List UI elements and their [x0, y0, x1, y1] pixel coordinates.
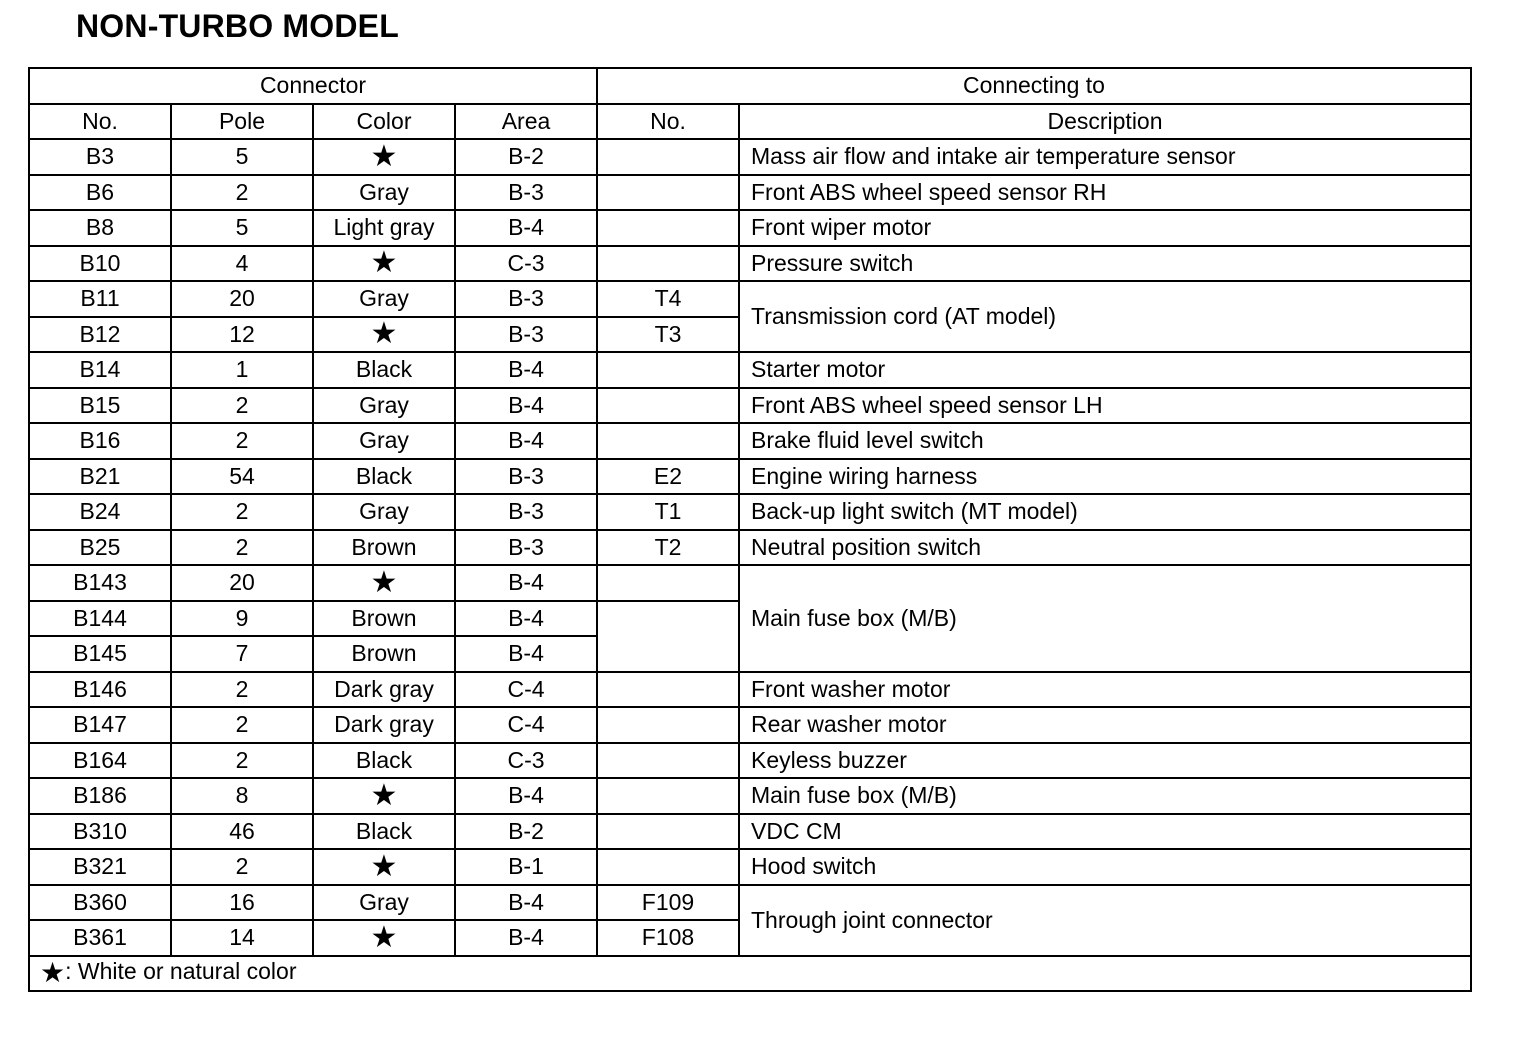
cell-pole: 20 — [171, 565, 313, 601]
cell-pole: 12 — [171, 317, 313, 353]
cell-area: B-3 — [455, 530, 597, 566]
cell-connecting-no — [597, 210, 739, 246]
cell-color: Light gray — [313, 210, 455, 246]
cell-no: B361 — [29, 920, 171, 956]
cell-color: Gray — [313, 388, 455, 424]
cell-description: Front washer motor — [739, 672, 1471, 708]
table-row — [29, 530, 1471, 566]
cell-pole: 2 — [171, 530, 313, 566]
cell-description: Neutral position switch — [739, 530, 1471, 566]
cell-color: Brown — [313, 636, 455, 672]
cell-no: B6 — [29, 175, 171, 211]
cell-pole: 9 — [171, 601, 313, 637]
cell-color — [313, 246, 455, 282]
cell-connecting-no — [597, 778, 739, 814]
cell-color: Black — [313, 814, 455, 850]
cell-area: B-2 — [455, 814, 597, 850]
table-row — [29, 494, 1471, 530]
cell-color: Brown — [313, 530, 455, 566]
cell-no: B15 — [29, 388, 171, 424]
table-row — [29, 849, 1471, 885]
star-icon: ★ — [370, 246, 398, 280]
cell-no: B164 — [29, 743, 171, 779]
connector-table — [28, 67, 1472, 992]
cell-area: B-3 — [455, 281, 597, 317]
cell-connecting-no — [597, 743, 739, 779]
header-connecting-to: Connecting to — [597, 68, 1471, 104]
star-icon: ★ — [370, 849, 398, 883]
cell-color: Gray — [313, 175, 455, 211]
cell-description: Main fuse box (M/B) — [739, 565, 1471, 672]
cell-connecting-no: F109 — [597, 885, 739, 921]
cell-area: B-4 — [455, 210, 597, 246]
cell-connecting-no — [597, 388, 739, 424]
cell-color: Gray — [313, 423, 455, 459]
cell-pole: 2 — [171, 423, 313, 459]
cell-no: B145 — [29, 636, 171, 672]
cell-no: B147 — [29, 707, 171, 743]
cell-area: B-2 — [455, 139, 597, 175]
cell-no: B144 — [29, 601, 171, 637]
cell-pole: 20 — [171, 281, 313, 317]
cell-area: C-4 — [455, 672, 597, 708]
column-header-row — [29, 104, 1471, 140]
cell-pole: 2 — [171, 388, 313, 424]
star-icon: ★ — [370, 920, 398, 954]
cell-color: Gray — [313, 281, 455, 317]
cell-no: B10 — [29, 246, 171, 282]
table-row — [29, 175, 1471, 211]
cell-connecting-no — [597, 814, 739, 850]
cell-connecting-no — [597, 423, 739, 459]
cell-no: B24 — [29, 494, 171, 530]
cell-pole: 2 — [171, 743, 313, 779]
header-area: Area — [455, 104, 597, 140]
cell-no: B25 — [29, 530, 171, 566]
cell-area: B-4 — [455, 601, 597, 637]
cell-connecting-no — [597, 246, 739, 282]
cell-description: VDC CM — [739, 814, 1471, 850]
cell-connecting-no — [597, 707, 739, 743]
cell-color: Black — [313, 743, 455, 779]
cell-pole: 5 — [171, 210, 313, 246]
cell-connecting-no: T1 — [597, 494, 739, 530]
cell-connecting-no — [597, 565, 739, 601]
group-header-row — [29, 68, 1471, 104]
cell-no: B16 — [29, 423, 171, 459]
cell-area: B-4 — [455, 388, 597, 424]
cell-color: Brown — [313, 601, 455, 637]
table-row — [29, 352, 1471, 388]
cell-description: Rear washer motor — [739, 707, 1471, 743]
cell-no: B8 — [29, 210, 171, 246]
table-row — [29, 246, 1471, 282]
cell-connecting-no — [597, 352, 739, 388]
cell-pole: 2 — [171, 849, 313, 885]
footnote-row — [29, 956, 1471, 992]
header-color: Color — [313, 104, 455, 140]
cell-no: B14 — [29, 352, 171, 388]
cell-no: B21 — [29, 459, 171, 495]
cell-pole: 54 — [171, 459, 313, 495]
table-row — [29, 885, 1471, 921]
footnote — [29, 956, 1471, 992]
table-row — [29, 459, 1471, 495]
cell-connecting-no — [597, 139, 739, 175]
cell-area: C-3 — [455, 246, 597, 282]
cell-description: Transmission cord (AT model) — [739, 281, 1471, 352]
cell-area: B-3 — [455, 175, 597, 211]
table-row — [29, 281, 1471, 317]
cell-area: B-4 — [455, 778, 597, 814]
header-pole: Pole — [171, 104, 313, 140]
cell-area: B-4 — [455, 423, 597, 459]
header-connector: Connector — [29, 68, 597, 104]
cell-no: B360 — [29, 885, 171, 921]
cell-description: Front ABS wheel speed sensor RH — [739, 175, 1471, 211]
header-connecting-no: No. — [597, 104, 739, 140]
cell-area: B-1 — [455, 849, 597, 885]
cell-description: Main fuse box (M/B) — [739, 778, 1471, 814]
star-icon: ★ — [370, 317, 398, 351]
cell-pole: 4 — [171, 246, 313, 282]
cell-description: Keyless buzzer — [739, 743, 1471, 779]
cell-description: Pressure switch — [739, 246, 1471, 282]
cell-pole: 16 — [171, 885, 313, 921]
table-row — [29, 743, 1471, 779]
table-row — [29, 814, 1471, 850]
star-icon: ★ — [370, 139, 398, 173]
table-row — [29, 210, 1471, 246]
cell-color — [313, 920, 455, 956]
cell-pole: 2 — [171, 707, 313, 743]
cell-description: Front ABS wheel speed sensor LH — [739, 388, 1471, 424]
star-icon: ★ — [370, 778, 398, 812]
table-row — [29, 423, 1471, 459]
cell-pole: 2 — [171, 494, 313, 530]
footnote-text: : White or natural color — [65, 958, 297, 985]
cell-color: Black — [313, 352, 455, 388]
cell-area: C-4 — [455, 707, 597, 743]
cell-area: B-4 — [455, 565, 597, 601]
table-row — [29, 388, 1471, 424]
cell-color — [313, 778, 455, 814]
cell-no: B143 — [29, 565, 171, 601]
cell-description: Mass air flow and intake air temperature sensor — [739, 139, 1471, 175]
cell-pole: 2 — [171, 672, 313, 708]
table-row — [29, 672, 1471, 708]
cell-description: Hood switch — [739, 849, 1471, 885]
cell-color: Dark gray — [313, 672, 455, 708]
star-icon: ★ — [40, 957, 66, 989]
cell-color — [313, 565, 455, 601]
table-row — [29, 778, 1471, 814]
cell-area: B-4 — [455, 920, 597, 956]
cell-pole: 8 — [171, 778, 313, 814]
cell-description: Engine wiring harness — [739, 459, 1471, 495]
cell-no: B186 — [29, 778, 171, 814]
table-row — [29, 139, 1471, 175]
table-row — [29, 707, 1471, 743]
cell-pole: 46 — [171, 814, 313, 850]
cell-connecting-no: F108 — [597, 920, 739, 956]
cell-no: B3 — [29, 139, 171, 175]
cell-color: Dark gray — [313, 707, 455, 743]
header-no: No. — [29, 104, 171, 140]
cell-description: Through joint connector — [739, 885, 1471, 956]
cell-area: B-4 — [455, 885, 597, 921]
cell-pole: 14 — [171, 920, 313, 956]
cell-area: C-3 — [455, 743, 597, 779]
cell-no: B146 — [29, 672, 171, 708]
cell-pole: 1 — [171, 352, 313, 388]
cell-area: B-3 — [455, 459, 597, 495]
cell-pole: 5 — [171, 139, 313, 175]
cell-pole: 7 — [171, 636, 313, 672]
cell-description: Back-up light switch (MT model) — [739, 494, 1471, 530]
cell-connecting-no: E2 — [597, 459, 739, 495]
table-row — [29, 565, 1471, 601]
cell-connecting-no — [597, 849, 739, 885]
cell-description: Starter motor — [739, 352, 1471, 388]
cell-area: B-3 — [455, 317, 597, 353]
cell-color — [313, 139, 455, 175]
cell-connecting-no: T2 — [597, 530, 739, 566]
cell-description: Front wiper motor — [739, 210, 1471, 246]
cell-area: B-3 — [455, 494, 597, 530]
cell-connecting-no — [597, 672, 739, 708]
star-icon: ★ — [370, 565, 398, 599]
cell-area: B-4 — [455, 352, 597, 388]
cell-no: B310 — [29, 814, 171, 850]
cell-no: B11 — [29, 281, 171, 317]
cell-connecting-no: T3 — [597, 317, 739, 353]
cell-no: B12 — [29, 317, 171, 353]
header-description: Description — [739, 104, 1471, 140]
cell-color: Black — [313, 459, 455, 495]
cell-color: Gray — [313, 494, 455, 530]
cell-connecting-no — [597, 175, 739, 211]
cell-color: Gray — [313, 885, 455, 921]
page-title: NON-TURBO MODEL — [76, 8, 399, 44]
cell-area: B-4 — [455, 636, 597, 672]
cell-color — [313, 849, 455, 885]
cell-pole: 2 — [171, 175, 313, 211]
cell-no: B321 — [29, 849, 171, 885]
cell-connecting-no: T4 — [597, 281, 739, 317]
cell-color — [313, 317, 455, 353]
cell-description: Brake fluid level switch — [739, 423, 1471, 459]
